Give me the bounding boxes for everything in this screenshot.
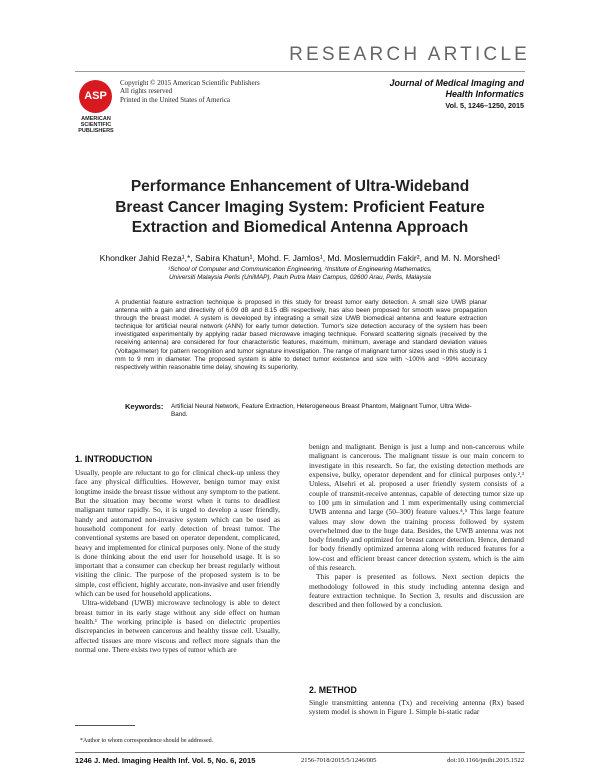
section-heading-method: 2. METHOD <box>309 685 357 695</box>
author-list: Khondker Jahid Reza¹,*, Sabira Khatun¹, Mohd. F. Jamlos¹, Md. Moslemuddin Fakir², and M. N. Morshed¹ <box>99 253 501 263</box>
left-column <box>75 468 280 654</box>
copyright-block <box>120 79 260 104</box>
copyright-line: All rights reserved <box>120 87 173 96</box>
footer-citation: 1246 J. Med. Imaging Health Inf. Vol. 5, No. 6, 2015 <box>75 756 256 765</box>
volume-info: Vol. 5, 1246–1250, 2015 <box>445 101 524 110</box>
publisher-logo <box>79 80 112 113</box>
title-line: Extraction and Biomedical Antenna Approach <box>131 219 469 236</box>
logo-text: ASP <box>84 90 107 102</box>
paragraph: This paper is presented as follows. Next section depicts the methodology followed in this study including antenna design and feature extraction technique. In Section 3, results and discussion are described and then followed by a conclusion. <box>309 572 524 610</box>
copyright-line: Copyright © 2015 American Scientific Publishers <box>120 79 260 87</box>
title-line: Breast Cancer Imaging System: Proficient Feature <box>115 198 485 216</box>
footer-issn: 2156-7018/2015/5/1246/005 <box>301 757 377 764</box>
affiliation-line: ¹School of Computer and Communication Engineering, ²Institute of Engineering Mathematics, <box>168 266 432 273</box>
paragraph: Usually, people are reluctant to go for clinical check-up unless they face any physical difficulties. However, benign tumor may exist longtime inside the breast tissue without any symptom to the patient. But the situation may become worst when it turns to deadliest malignant tumor rapidly. So, it is urged to develop a user friendly, handy and automated non-invasive system which can be used as household component for early detection of breast tumor. The conventional systems are based on operator dependent, complicated, heavy and implemented for clinical purposes only. None of the study is done thinking about the end user for household usage. It is so important that a consumer can checkup her breast regularly without visiting the clinic. The purpose of the proposed system is to be simple, cost efficient, highly accurate, non-invasive and user friendly which can be used for household applications. <box>75 468 280 599</box>
journal-line: Journal of Medical Imaging and <box>389 78 524 88</box>
paper-title <box>0 177 600 239</box>
method-paragraph: Single transmitting antenna (Tx) and receiving antenna (Rx) based system model is shown in Figure 1. Simple bi-static radar <box>309 698 524 717</box>
keywords-text: Artificial Neural Network, Feature Extraction, Heterogeneous Breast Phantom, Malignant Tumor, Ultra Wide-Band. <box>171 403 472 419</box>
affiliations <box>0 266 600 283</box>
footer-doi: doi:10.1166/jmihi.2015.1522 <box>447 757 524 764</box>
publisher-name: AMERICAN SCIENTIFIC PUBLISHERS <box>78 116 114 134</box>
footnote-divider <box>75 725 135 726</box>
footer-divider <box>75 752 525 753</box>
footnote: *Author to whom correspondence should be addressed. <box>80 738 214 744</box>
journal-line: Health Informatics <box>445 89 524 99</box>
title-line: Performance Enhancement of Ultra-Wideband <box>130 178 470 195</box>
copyright-line: Printed in the United States of America <box>120 95 231 104</box>
paragraph: Ultra-wideband (UWB) microwave technology is able to detect breast tumor in its early stage without any side effect on human health.¹ The working principle is based on dielectric properties discrepancies in between cancerous and healthy tissue cell. Usually, affected tissues are more viscous and reflect more signals than the normal one. There exists two types of tumor which are <box>75 598 280 654</box>
abstract: A prudential feature extraction technique is proposed in this study for breast tumor early detection. A small size UWB planar antenna with a gain and directivity of 6.09 dB and 8.15 dBi respectively, has also been proposed for smooth wave propagation through the breast model. A system is developed by integrating a small size UWB biomedical antenna and feature extraction technique for artificial neural network (ANN) for early tumor detection. Tumor's size detection accuracy of the system has been investigated experimentally by applying radar based microwave imaging technique. Forward scattering signals (received by the receiving antenna) are considered for four characteristic features, maximum, minimum, average and standard deviation values (Voltage/meter) for pattern recognition and tumor signature investigation. The range of malignant tumor sizes used in this study is 1 mm to 9 mm in diameter. The proposed system is able to detect tumor existence and size with ~100% and ~99% accuracy respectively within reasonable time delay, showing its superiority. <box>115 299 487 371</box>
keywords-label: Keywords: <box>125 402 164 411</box>
right-column <box>309 442 524 610</box>
header-divider <box>75 71 525 72</box>
section-heading-introduction: 1. INTRODUCTION <box>75 454 153 464</box>
paragraph: benign and malignant. Benign is just a lump and non-cancerous while malignant is cancerous. The malignant tissue is our main concern to investigate in this research. So far, the existing detection methods are expensive, bulky, operator dependent and for clinical purposes only.²,³ Unless, Alsehri et al. proposed a user friendly system consists of a couple of transmit-receive antennas, capable of detecting tumor size up to 100 µm in simulation and 1 mm experimentally using commercial UWB antenna and large (50–300) feature values.⁴,⁵ This large feature values may slow down the training process followed by system overwhelmed due to the huge data. Besides, the UWB antenna was not body friendly and optimized for breast cancer detection. Hence, demand for body friendly optimized antenna along with reduced features for a low-cost and efficient breast cancer detection system, which is the aim of this research. <box>309 442 524 573</box>
article-type: RESEARCH ARTICLE <box>289 44 530 65</box>
affiliation-line: Universiti Malaysia Perlis (UniMAP), Pauh Putra Main Campus, 02600 Arau, Perlis, Malaysia <box>169 274 431 282</box>
journal-name <box>389 78 524 100</box>
